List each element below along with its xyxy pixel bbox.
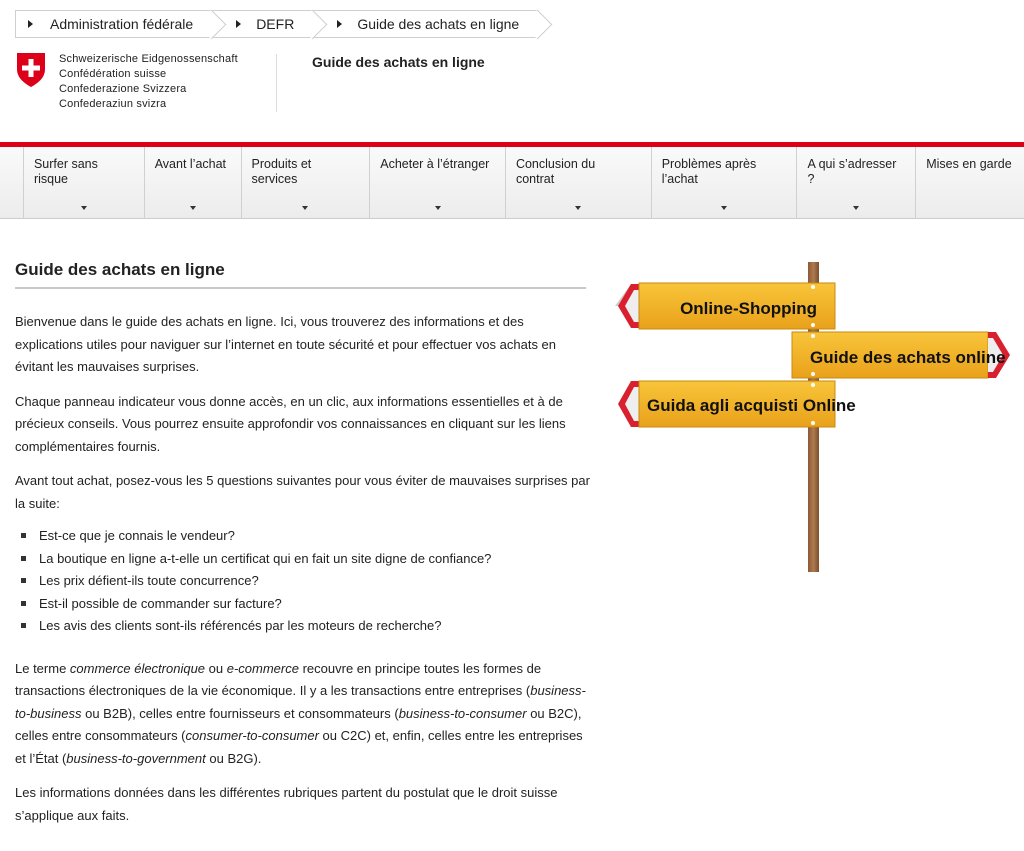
breadcrumb-item-admin[interactable]: Administration fédérale [15, 10, 211, 38]
questions-list [15, 525, 590, 638]
swiss-law-paragraph: Les informations données dans les différentes rubriques partent du postulat que le droit suisse s’applique aux faits. [15, 785, 558, 823]
sign-online-shopping[interactable] [615, 283, 835, 329]
questions-intro: Avant tout achat, posez-vous les 5 questions suivantes pour vous éviter de mauvaises surprises par la suite: [15, 473, 590, 511]
nav-item-surfer[interactable]: Surfer sans risque [24, 147, 145, 218]
caret-down-icon [575, 206, 581, 210]
chevron-right-icon [337, 20, 342, 28]
list-item: La boutique en ligne a-t-elle un certificat qui en fait un site digne de confiance? [15, 548, 590, 571]
confederation-logo[interactable] [16, 52, 238, 112]
nav-item-produits[interactable]: Produits et services [242, 147, 371, 218]
signpost-illustration [615, 260, 1015, 575]
swiss-shield-icon [16, 52, 46, 88]
site-title: Guide des achats en ligne [312, 54, 485, 70]
caret-down-icon [302, 206, 308, 210]
breadcrumb-item-guide[interactable]: Guide des achats en ligne [312, 10, 537, 38]
svg-text:Guide des achats online: Guide des achats online [810, 348, 1006, 367]
main-nav [0, 147, 1024, 219]
breadcrumb-item-defr[interactable]: DEFR [211, 10, 312, 38]
page-title: Guide des achats en ligne [15, 260, 225, 279]
ecommerce-paragraph: Le terme commerce électronique ou e-commerce recouvre en principe toutes les formes de transactions électroniques de la vie économique. Il y a les transactions entre entreprises (business-to-business ou B2B), celles entre fournisseurs et consommateurs (business-to-consumer ou B2C), celles entre consommateurs (consumer-to-consumer ou C2C) et, enfin, celles entre les entreprises et l’État (business-to-government ou B2G). [15, 660, 586, 766]
breadcrumb [15, 10, 537, 38]
nav-item-contrat[interactable]: Conclusion du contrat [506, 147, 652, 218]
confederation-names: Schweizerische Eidgenossenschaft Confédération suisse Confederazione Svizzera Confederaziun svizra [59, 53, 238, 110]
nav-item-problemes[interactable]: Problèmes après l’achat [652, 147, 798, 218]
header-divider [276, 54, 277, 112]
sign-guida-acquisti[interactable] [618, 381, 856, 427]
signpost-paragraph: Chaque panneau indicateur vous donne accès, en un clic, aux informations essentielles et à de précieux conseils. Vous pourrez ensuite approfondir vos connaissances en cliquant sur les liens complémentaires fournis. [15, 393, 566, 454]
chevron-right-icon [28, 20, 33, 28]
nav-spacer [0, 147, 24, 218]
caret-down-icon [81, 206, 87, 210]
caret-down-icon [721, 206, 727, 210]
sign-guide-achats[interactable] [792, 332, 1010, 378]
nav-item-avant-achat[interactable]: Avant l’achat [145, 147, 242, 218]
nav-item-mises-en-garde[interactable]: Mises en garde [926, 157, 1012, 171]
caret-down-icon [853, 206, 859, 210]
list-item: Les avis des clients sont-ils référencés par les moteurs de recherche? [15, 615, 590, 638]
svg-text:Online-Shopping: Online-Shopping [680, 299, 817, 318]
caret-down-icon [435, 206, 441, 210]
caret-down-icon [190, 206, 196, 210]
intro-paragraph: Bienvenue dans le guide des achats en ligne. Ici, vous trouverez des informations et des explications utiles pour naviguer sur l’internet en toute sécurité et pour effectuer vos achats en évitant les mauvaises surprises. [15, 314, 557, 374]
main-content [15, 311, 590, 839]
title-divider [15, 287, 586, 289]
list-item: Est-il possible de commander sur facture? [15, 593, 590, 616]
nav-item-adresser[interactable]: A qui s’adresser ? [797, 147, 916, 218]
nav-item-etranger[interactable]: Acheter à l’étranger [370, 147, 506, 218]
list-item: Les prix défient-ils toute concurrence? [15, 570, 590, 593]
list-item: Est-ce que je connais le vendeur? [15, 525, 590, 548]
svg-text:Guida agli acquisti Online: Guida agli acquisti Online [647, 396, 856, 415]
chevron-right-icon [236, 20, 241, 28]
